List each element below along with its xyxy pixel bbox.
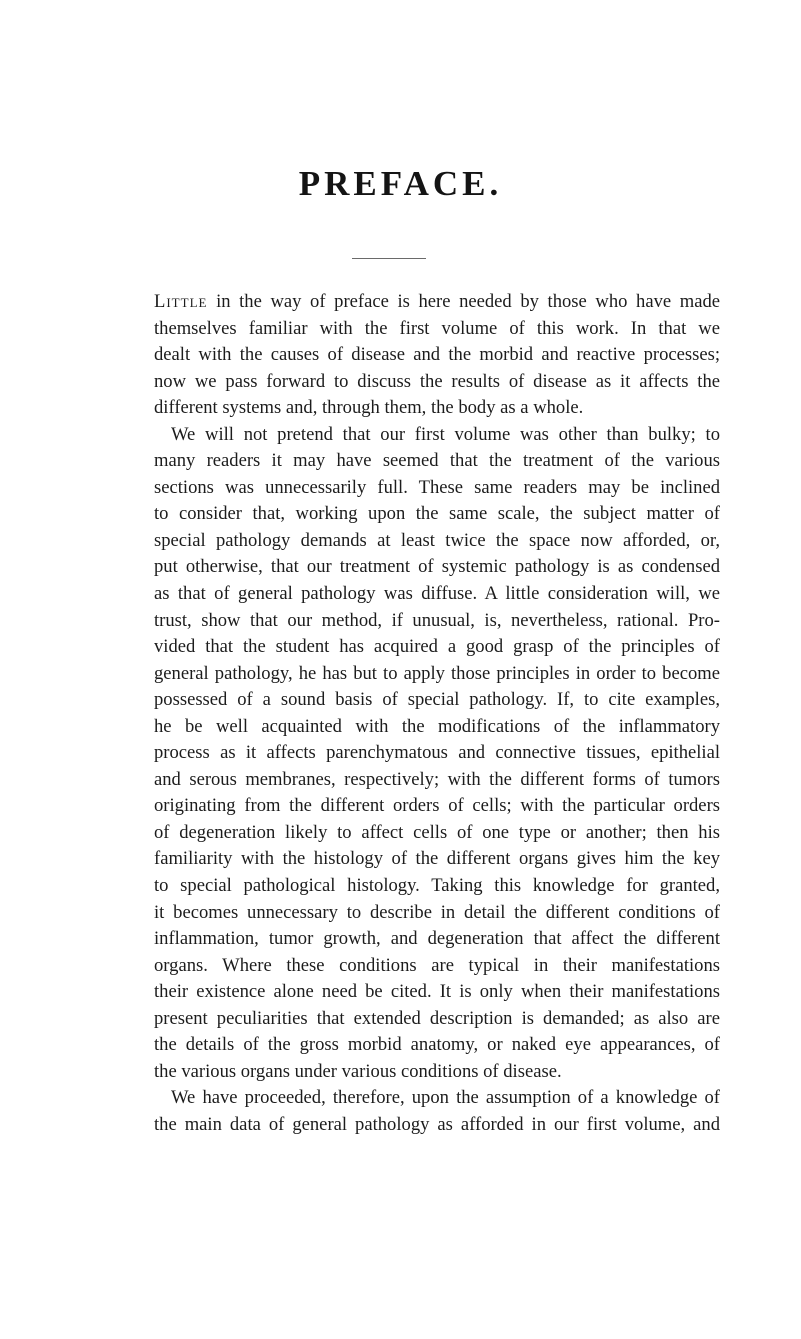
text-line: We will not pretend that our first volume was other than bulky; to xyxy=(171,423,720,445)
text-line: the various organs under various conditions of disease. xyxy=(154,1060,562,1082)
text-line: of degeneration likely to affect cells of one type or another; then his xyxy=(154,821,720,843)
page-title: PREFACE. xyxy=(298,164,503,203)
text-line-content: in the way of preface is here needed by those who have made xyxy=(207,291,720,312)
text-line: possessed of a sound basis of special pathology. If, to cite examples, xyxy=(154,689,720,711)
text-line: process as it affects parenchymatous and connective tissues, epithelial xyxy=(154,742,720,764)
text-line: as that of general pathology was diffuse. A little consideration will, we xyxy=(154,583,720,605)
text-line: inflammation, tumor growth, and degeneration that affect the different xyxy=(154,928,720,950)
text-line: put otherwise, that our treatment of systemic pathology is as condensed xyxy=(154,556,720,578)
text-line: many readers it may have seemed that the treatment of the various xyxy=(154,450,720,472)
text-line: themselves familiar with the first volume of this work. In that we xyxy=(154,317,720,339)
text-line xyxy=(154,289,720,316)
text-line: We have proceeded, therefore, upon the assumption of a knowledge of xyxy=(171,1087,720,1109)
text-line: different systems and, through them, the body as a whole. xyxy=(154,397,584,419)
text-line: the main data of general pathology as afforded in our first volume, and xyxy=(154,1113,720,1135)
text-line: trust, show that our method, if unusual, is, nevertheless, rational. Pro- xyxy=(154,609,720,631)
title-rule-divider xyxy=(352,258,426,259)
text-line: it becomes unnecessary to describe in detail the different conditions of xyxy=(154,901,720,923)
text-line: organs. Where these conditions are typical in their manifestations xyxy=(154,954,720,976)
text-line: sections was unnecessarily full. These same readers may be inclined xyxy=(154,476,720,498)
text-line: and serous membranes, respectively; with the different forms of tumors xyxy=(154,768,720,790)
text-line: dealt with the causes of disease and the morbid and reactive processes; xyxy=(154,344,720,366)
text-line: familiarity with the histology of the different organs gives him the key xyxy=(154,848,720,870)
text-line: their existence alone need be cited. It is only when their manifestations xyxy=(154,981,720,1003)
lead-word: Little xyxy=(154,291,208,312)
text-line: special pathology demands at least twice the space now afforded, or, xyxy=(154,529,720,551)
text-line: now we pass forward to discuss the results of disease as it affects the xyxy=(154,370,720,392)
text-line: originating from the different orders of cells; with the particular orders xyxy=(154,795,720,817)
text-line: vided that the student has acquired a good grasp of the principles of xyxy=(154,636,720,658)
text-line: he be well acquainted with the modifications of the inflammatory xyxy=(154,715,720,737)
text-line: the details of the gross morbid anatomy, or naked eye appearances, of xyxy=(154,1034,720,1056)
text-line: to consider that, working upon the same scale, the subject matter of xyxy=(154,503,720,525)
text-line: to special pathological histology. Taking this knowledge for granted, xyxy=(154,875,720,897)
preface-body xyxy=(154,289,720,1139)
text-line: present peculiarities that extended description is demanded; as also are xyxy=(154,1007,720,1029)
text-line: general pathology, he has but to apply those principles in order to become xyxy=(154,662,720,684)
